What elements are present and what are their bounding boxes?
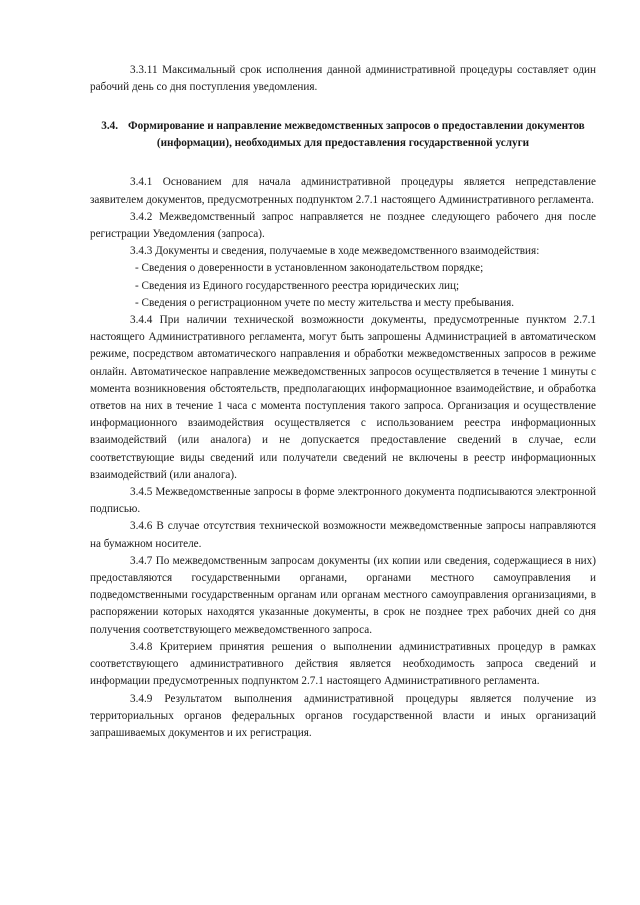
paragraph-3-4-9: 3.4.9 Результатом выполнения административной процедуры является получение из территориальных органов федеральных органов государственной власти и иных организаций запрашиваемых документов и их регистрация.	[90, 692, 596, 739]
paragraph-3-4-4: 3.4.4 При наличии технической возможности документы, предусмотренные пунктом 2.7.1 настоящего Административного регламента, могут быть запрошены Администрацией в автоматическом режиме, посредством автоматического направления и обработки межведомственных запросов в режиме онлайн. Автоматическое направление межведомственных запросов осуществляется в течение 1 минуты с момента возникновения обстоятельств, предполагающих информационное взаимодействие, и обработка ответов на них в течение 1 часа с момента поступления такого запроса. Организация и осуществление информационного взаимодействия осуществляется с использованием реестра информационных взаимодействий (или аналога) и не допускается предоставление сведений в случае, если соответствующие виды сведений или получатели сведений не включены в реестр информационных взаимодействий (или аналога).	[90, 314, 596, 481]
paragraph-3-4-8: 3.4.8 Критерием принятия решения о выполнении административных процедур в рамках соответствующего административного действия является необходимость запроса сведений и информации предусмотренных подпунктом 2.7.1 настоящего Административного регламента.	[90, 640, 596, 688]
list-item: - Сведения о доверенности в установленном законодательством порядке;	[135, 262, 484, 275]
paragraph-3-4-6: 3.4.6 В случае отсутствия технической возможности межведомственные запросы направляются на бумажном носителе.	[90, 520, 596, 550]
paragraph-3-4-1: 3.4.1 Основанием для начала административной процедуры является непредставление заявителем документов, предусмотренных подпунктом 2.7.1 настоящего Административного регламента.	[90, 176, 596, 206]
paragraph-3-4-7: 3.4.7 По межведомственным запросам документы (их копии или сведения, содержащиеся в них) предоставляются государственными органами, органами местного самоуправления и подведомственными государственным органам или органам местного самоуправления организациями, в распоряжении которых находятся указанные документы, в срок не позднее трех рабочих дней со дня получения соответствующего межведомственного запроса.	[90, 554, 596, 636]
paragraph-3-4-3: 3.4.3 Документы и сведения, получаемые в ходе межведомственного взаимодействия:	[130, 245, 540, 258]
paragraph-3-3-11: 3.3.11 Максимальный срок исполнения данной административной процедуры составляет один рабочий день со дня поступления уведомления.	[90, 64, 596, 94]
list-item: - Сведения о регистрационном учете по месту жительства и месту пребывания.	[135, 296, 515, 309]
section-heading-3-4	[90, 118, 596, 152]
section-title: Формирование и направление межведомственных запросов о предоставлении документов (информации), необходимых для предоставления государственной услуги	[128, 120, 585, 150]
section-number: 3.4.	[101, 120, 119, 133]
list-item: - Сведения из Единого государственного реестра юридических лиц;	[135, 279, 460, 292]
paragraph-3-4-2: 3.4.2 Межведомственный запрос направляется не позднее следующего рабочего дня после регистрации Уведомления (запроса).	[90, 210, 596, 241]
paragraph-3-4-5: 3.4.5 Межведомственные запросы в форме электронного документа подписываются электронной подписью.	[90, 486, 596, 516]
